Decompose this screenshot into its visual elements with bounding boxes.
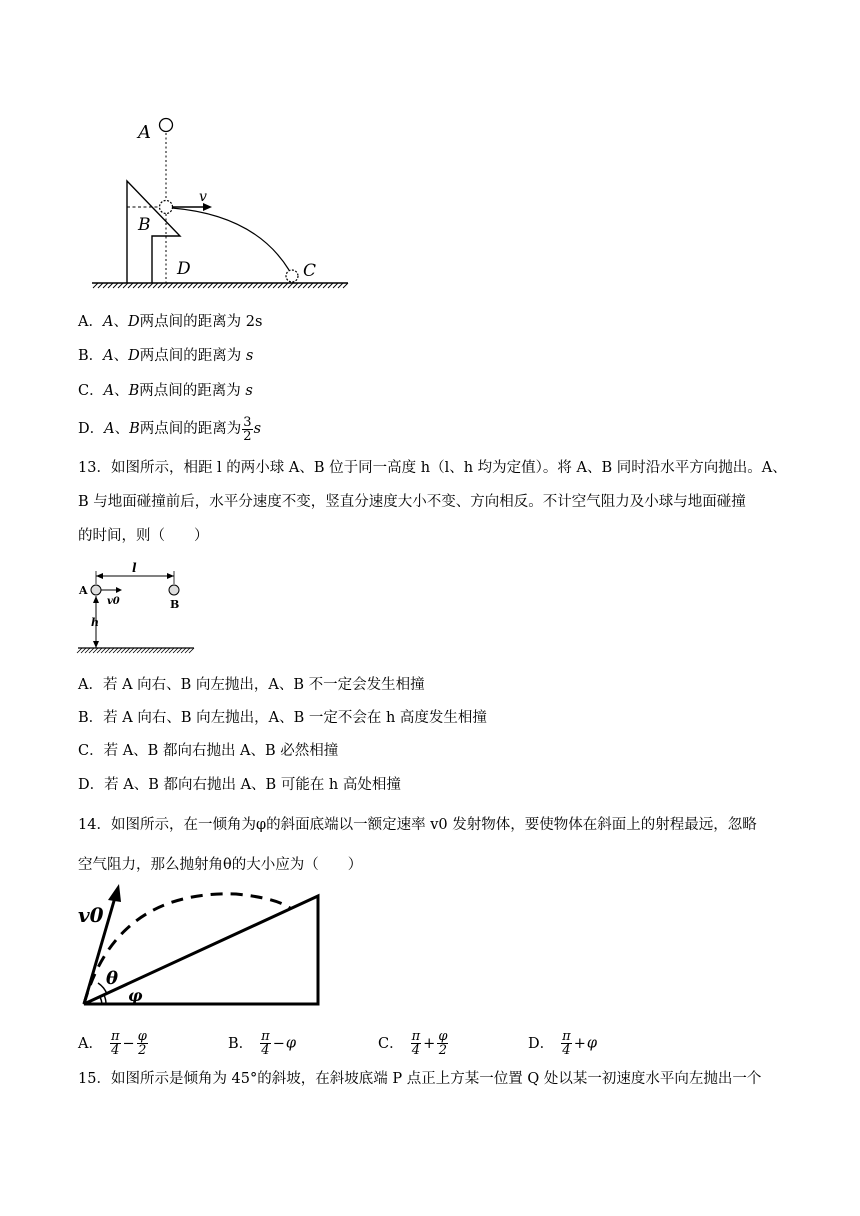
fig12-label-D: D bbox=[177, 259, 191, 279]
fig14-label-v0: v0 bbox=[78, 903, 104, 927]
q13-stem-line2: B 与地面碰撞前后，水平分速度不变，竖直分速度大小不变、方向相反。不计空气阻力及小球与地面碰撞 bbox=[78, 494, 746, 510]
fig12-label-B: B bbox=[138, 215, 151, 235]
q15-stem-line1: 15．如图所示是倾角为 45°的斜坡，在斜坡底端 P 点正上方某一位置 Q 处以某一初速度水平向左抛出一个 bbox=[78, 1071, 762, 1087]
q14-stem-line1: 14．如图所示，在一倾角为φ的斜面底端以一额定速率 v0 发射物体，要使物体在斜面上的射程最远，忽略 bbox=[78, 817, 757, 833]
fig14-label-theta: θ bbox=[106, 968, 119, 989]
fig12-label-v: v bbox=[199, 189, 207, 205]
fig13-label-l: l bbox=[132, 562, 137, 575]
q13-option-a: A．若 A 向右、B 向左抛出，A、B 不一定会发生相撞 bbox=[78, 677, 425, 693]
q12-option-b: B．A、D两点间的距离为 s bbox=[78, 348, 254, 364]
q13-option-b: B．若 A 向右、B 向左抛出，A、B 一定不会在 h 高度发生相撞 bbox=[78, 710, 487, 726]
q14-figure bbox=[76, 880, 336, 1020]
q12-option-a: A．A、D两点间的距离为 2s bbox=[78, 314, 263, 330]
q13-option-d: D．若 A、B 都向右抛出 A、B 可能在 h 高处相撞 bbox=[78, 777, 401, 793]
q14-stem-line2: 空气阻力，那么抛射角θ的大小应为（ ） bbox=[78, 857, 363, 873]
q13-option-c: C．若 A、B 都向右抛出 A、B 必然相撞 bbox=[78, 743, 339, 759]
q13-stem-line3: 的时间，则（ ） bbox=[78, 528, 209, 544]
q14-option-c: C． $\frac{\pi}{4}$ + $\frac{\varphi}{2}$ bbox=[378, 1029, 448, 1058]
q14-option-b: B． $\frac{\pi}{4}$ −φ bbox=[228, 1029, 297, 1058]
q12-figure bbox=[0, 0, 860, 300]
q13-stem-line1: 13．如图所示，相距 l 的两小球 A、B 位于同一高度 h（l、h 均为定值）。将 A、B 同时沿水平方向抛出。A、 bbox=[78, 460, 787, 476]
fig13-label-h: h bbox=[91, 616, 99, 629]
fig14-label-phi: φ bbox=[128, 986, 143, 1005]
fraction-3-2: $\frac{3}{2}$ bbox=[243, 414, 252, 444]
fig13-label-v0: v0 bbox=[107, 596, 120, 607]
fig13-label-B: B bbox=[170, 598, 180, 611]
q14-option-d: D． $\frac{\pi}{4}$ +φ bbox=[528, 1029, 597, 1058]
fig12-label-A: A bbox=[138, 122, 151, 143]
q12-option-c: C．A、B两点间的距离为 s bbox=[78, 383, 253, 399]
q14-option-a: A． $\frac{\pi}{4}$ − $\frac{\varphi}{2}$ bbox=[78, 1029, 147, 1058]
q13-figure bbox=[70, 562, 270, 662]
fig13-label-A: A bbox=[79, 584, 88, 597]
q12-option-d: D．A、B两点间的距离为 $\frac{3}{2}$ s bbox=[78, 414, 262, 444]
fig12-label-C: C bbox=[303, 261, 317, 281]
